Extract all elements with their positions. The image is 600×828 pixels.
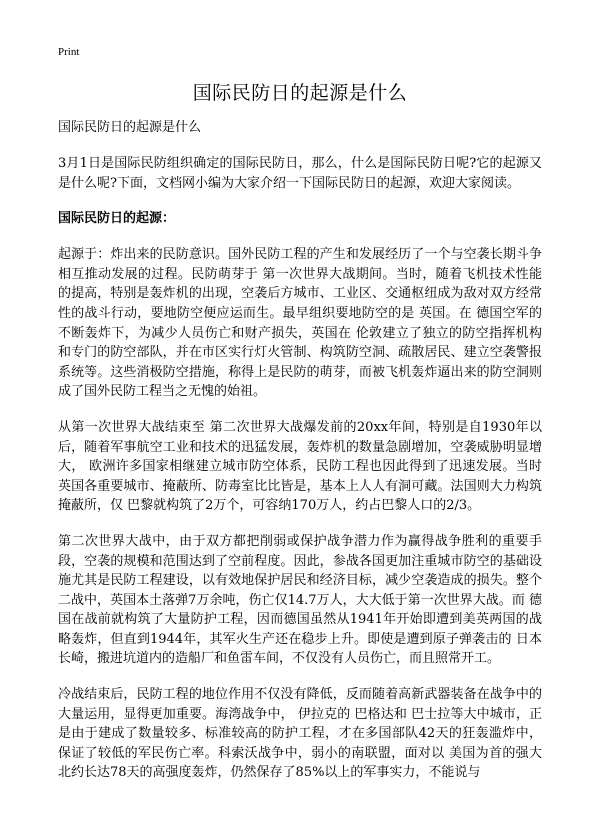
paragraph-ww2: 第二次世界大战中，由于双方都把削弱或保护战争潜力作为赢得战争胜利的重要手段，空袭的规模和范围达到了空前程度。因此，参战各国更加注重城市防空的基础设施尤其是民防工程建设，以有效地保护居民和经济目标，减少空袭造成的损失。整个二战中，英国本土落弹7万余吨，伤亡仅14.7万人，大大低于第一次世界大战。而 德国在战前就构筑了大量防护工程，因而德国虽然从1941年开始即遭到美英两国的战略轰炸，但直到1944年，其军火生产还在稳步上升。即使是遭到原子弹袭击的 日本 长崎，搬进坑道内的造船厂和鱼雷车间，不仅没有人员伤亡，而且照常开工。 [58, 533, 542, 667]
paragraph-origin: 起源于：炸出来的民防意识。国外民防工程的产生和发展经历了一个与空袭长期斗争相互推动发展的过程。民防萌芽于 第一次世界大战期间。当时，随着飞机技术性能的提高，特别是轰炸机的出现，空袭后方城市、工业区、交通枢纽成为敌对双方经常性的战斗行动，要地防空便应运而生。最早组织要地防空的是 英国。在 德国空军的不断轰炸下，为减少人员伤亡和财产损失，英国在 伦敦建立了独立的防空指挥机构和专门的防空部队，并在市区实行灯火管制、构筑防空洞、疏散居民、建立空袭警报系统等。这些消极防空措施，称得上是民防的萌芽，而被飞机轰炸逼出来的防空洞则成了国外民防工程当之无愧的始祖。 [58, 247, 542, 400]
article-subtitle: 国际民防日的起源是什么 [58, 120, 202, 135]
page-title: 国际民防日的起源是什么 [192, 82, 408, 104]
article-body [58, 118, 542, 799]
section-heading: 国际民防日的起源： [58, 211, 176, 227]
intro-paragraph: 3月1日是国际民防组织确定的国际民防日，那么，什么是国际民防日呢?它的起源又是什么呢?下面，文档网小编为大家介绍一下国际民防日的起源，欢迎大家阅读。 [58, 156, 542, 191]
paragraph-interwar: 从第一次世界大战结束至 第二次世界大战爆发前的20xx年间，特别是自1930年以后，随着军事航空工业和技术的迅猛发展，轰炸机的数量急剧增加，空袭威胁明显增大， 欧洲许多国家相继建立城市防空体系，民防工程也因此得到了迅速发展。当时英国各重要城市、掩蔽所、防毒室比比皆是，基本上人人有洞可藏。法国则大力构筑掩蔽所，仅 巴黎就构筑了2万个，可容纳170万人，约占巴黎人口的2/3。 [58, 419, 542, 514]
print-link[interactable]: Print [58, 46, 80, 58]
paragraph-post-cold-war: 冷战结束后，民防工程的地位作用不仅没有降低，反而随着高新武器装备在战争中的大量运用，显得更加重要。海湾战争中， 伊拉克的 巴格达和 巴士拉等大中城市，正是由于建成了数量较多、标准较高的防护工程，才在多国部队42天的狂轰滥炸中，保证了较低的军民伤亡率。科索沃战争中，弱小的南联盟，面对以 美国为首的强大 北约长达78天的高强度轰炸，仍然保存了85%以上的军事实力，不能说与 [58, 687, 542, 781]
